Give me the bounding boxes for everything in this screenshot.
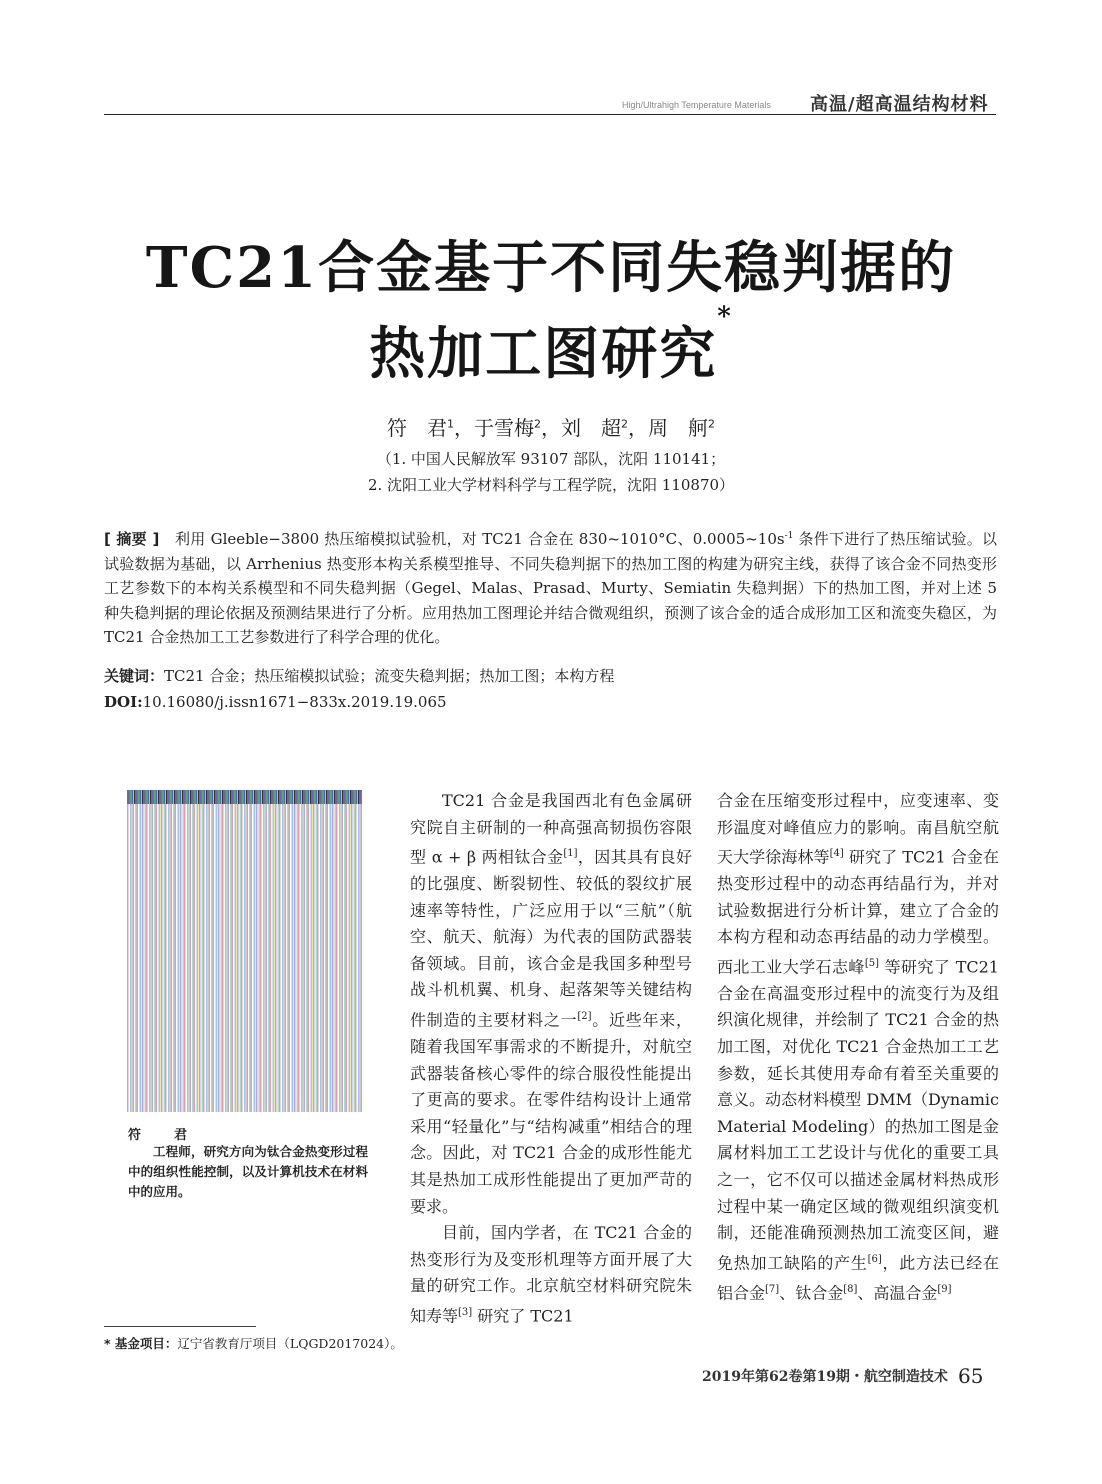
funding-label: * 基金项目： <box>104 1336 178 1351</box>
title-footnote-mark: * <box>717 302 733 332</box>
author-name: 刘 超 <box>561 416 621 440</box>
text-run: 目前，国内学者，在 TC21 合金的热变形行为及变形机理等方面开展了大量的研究工作。北京航空材料研究院朱知寿等 <box>410 1223 692 1326</box>
header-rule <box>104 114 996 115</box>
text-run: ，因其具有良好的比强度、断裂韧性、较低的裂纹扩展速率等特性，广泛应用于以“三航”（航空、航天、航海）为代表的国防武器装备领域。目前，该合金是我国多种型号战斗机机翼、机身、起落架等关键结构件制造的主要材料之一 <box>410 847 692 1030</box>
title-text: 热加工图研究 <box>369 321 718 387</box>
body-column-2 <box>717 788 999 1307</box>
journal-footer: 2019年第62卷第19期・航空制造技术 <box>702 1369 948 1385</box>
bio-author-name: 符 君 <box>128 1128 198 1143</box>
bio-text: 工程师，研究方向为钛合金热变形过程中的组织性能控制，以及计算机技术在材料中的应用。 <box>128 1144 368 1199</box>
citation: [8] <box>843 1283 858 1295</box>
paragraph <box>410 1220 692 1330</box>
author-affiliation-mark: 1 <box>447 417 454 431</box>
citation: [4] <box>829 848 844 860</box>
photo-noise-band <box>127 790 362 804</box>
citation: [1] <box>563 848 578 860</box>
funding-text: 辽宁省教育厅项目（LQGD2017024）。 <box>177 1336 403 1351</box>
doi-text: 10.16080/j.issn1671−833x.2019.19.065 <box>142 693 447 711</box>
author-affiliation-mark: 2 <box>621 417 628 431</box>
author-affiliation-mark: 2 <box>534 417 541 431</box>
text-run: TC21 合金是我国西北有色金属研究院自主研制的一种高强高韧损伤容限型 α + β 两相钛合金 <box>410 791 692 867</box>
running-header-chinese: 高温/超高温结构材料 <box>810 94 989 115</box>
text-run: 合金在压缩变形过程中，应变速率、变形温度对峰值应力的影响。南昌航空航天大学徐海林等 <box>717 791 999 867</box>
citation: [5] <box>864 957 879 969</box>
text-run: 研究了 TC21 <box>472 1306 574 1326</box>
keywords-text: TC21 合金；热压缩模拟试验；流变失稳判据；热加工图；本构方程 <box>164 667 615 685</box>
author-name: 符 君 <box>387 416 447 440</box>
text-run: 、高温合金 <box>857 1283 938 1302</box>
paragraph <box>717 788 999 1307</box>
citation: [7] <box>765 1283 780 1295</box>
photo-stripes <box>127 804 362 1112</box>
citation: [6] <box>867 1253 882 1265</box>
footnote-rule <box>104 1326 256 1327</box>
doi <box>104 690 997 714</box>
abstract-label: [ 摘要 ] <box>104 530 160 548</box>
text-run: ，此方法已经在铝合金 <box>717 1253 999 1302</box>
paragraph <box>410 788 692 1220</box>
text-run: 。近些年来，随着我国军事需求的不断提升，对航空武器装备核心零件的综合服役性能提出了更高的要求。在零件结构设计上通常采用“轻量化”与“结构减重”相结合的理念。因此，对 TC21 合金的成形性能尤其是热加工成形性能提出了更加严苛的要求。 <box>410 1010 692 1216</box>
article-title-line-2 <box>0 302 1102 390</box>
funding-footnote <box>104 1334 403 1352</box>
body-column-1 <box>410 788 692 1330</box>
author-photo <box>127 790 362 1112</box>
page-number: 65 <box>958 1364 984 1388</box>
citation: [2] <box>577 1011 592 1023</box>
text-run: 等研究了 TC21 合金在高温变形过程中的流变行为及组织演化规律，并绘制了 TC21 合金的热加工图，对优化 TC21 合金热加工工艺参数，延长其使用寿命有着至关重要的意义。动态材料模型 DMM（Dynamic Material Modeling）的热加工图是金属材料加工工艺设计与优化的重要工具之一，它不仅可以描述金属材料热成形过程中某一确定区域的微观组织演变机制，还能准确预测热加工流变区间，避免热加工缺陷的产生 <box>717 957 999 1273</box>
affiliation-line-2: 2. 沈阳工业大学材料科学与工程学院，沈阳 110870） <box>367 476 735 494</box>
citation: [9] <box>937 1283 952 1295</box>
text-run: 研究了 TC21 合金在热变形过程中的动态再结晶行为，并对试验数据进行分析计算，建立了合金的本构方程和动态再结晶的动力学模型。西北工业大学石志峰 <box>717 847 999 977</box>
author-affiliation-mark: 2 <box>708 417 715 431</box>
text-run: 、钛合金 <box>779 1283 844 1302</box>
affiliation-line-1: （1. 中国人民解放军 93107 部队，沈阳 110141； <box>376 450 726 468</box>
author-list: 符 君$^1$，于雪梅$^2$，刘 超$^2$，周 舸$^2$ <box>387 416 715 440</box>
abstract <box>104 524 997 650</box>
author-name: 周 舸 <box>648 416 708 440</box>
author-name: 于雪梅 <box>474 416 534 440</box>
doi-label: DOI: <box>104 693 143 711</box>
citation: [3] <box>458 1306 473 1318</box>
keywords <box>104 664 997 688</box>
keywords-label: 关键词： <box>104 667 165 685</box>
abstract-text: 利用 Gleeble−3800 热压缩模拟试验机，对 TC21 合金在 830~1010°C、0.0005~10s <box>174 530 785 548</box>
running-header-english: High/Ultrahigh Temperature Materials <box>622 100 771 110</box>
abstract-superscript: -1 <box>784 531 794 541</box>
abstract-text: 条件下进行了热压缩试验。以试验数据为基础，以 Arrhenius 热变形本构关系模型推导、不同失稳判据下的热加工图的构建为研究主线，获得了该合金不同热变形工艺参数下的本构关系模型和不同失稳判据（Gegel、Malas、Prasad、Murty、Semiatin 失稳判据）下的热加工图，并对上述 5 种失稳判据的理论依据及预测结果进行了分析。应用热加工图理论并结合微观组织，预测了该合金的适合成形加工区和流变失稳区，为 TC21 合金热加工工艺参数进行了科学合理的优化。 <box>104 530 997 646</box>
article-title-line-1: TC21合金基于不同失稳判据的 <box>145 235 957 301</box>
